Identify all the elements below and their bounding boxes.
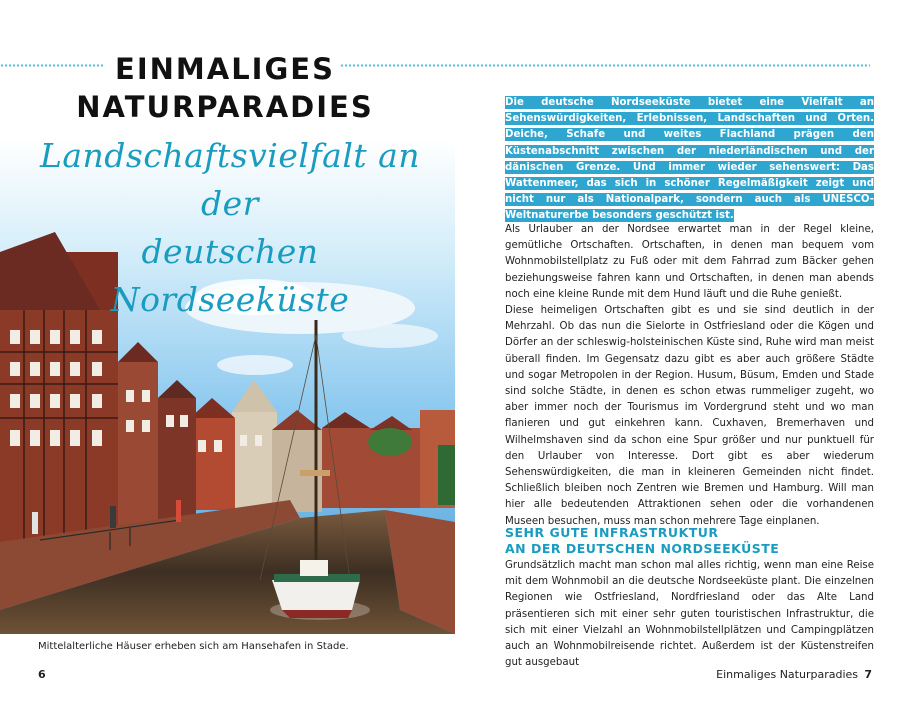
intro-highlighted-paragraph [505,95,874,225]
running-footer-title: Einmaliges Naturparadies [716,668,858,681]
script-subtitle [30,132,430,324]
photo-caption: Mittelalterliche Häuser erheben sich am Hansehafen in Stade. [38,641,349,652]
page-number-right: 7 [864,668,872,681]
body-text-block-1 [505,222,874,530]
intro-text: Die deutsche Nordseeküste bietet eine Vielfalt an Sehenswürdigkeiten, Erlebnissen, Landschaften und Orten. Deiche, Schafe und weites Flachland prägen den Küstenabschnitt zwischen der niederländischen und der dänischen Grenze. Und immer wieder sehenswert: Das Wattenmeer, das sich in schöner Regelmäßigkeit zeigt und nicht nur als Nationalpark, sondern auch als UNESCO-Weltnaturerbe besonders geschützt ist. [505,97,874,222]
paragraph-1: Als Urlauber an der Nordsee erwartet man in der Regel kleine, gemütliche Ortschaften. Ortschaften, in denen man bequem vom Wohnmobilstellplatz zu Fuß oder mit dem Fahrrad zum Bäcker gehen beziehungsweise fahren kann und Ortschaften, in denen man abends noch eine kleine Runde mit dem Hund läuft und die Ruhe genießt. [505,224,874,300]
paragraph-2: Diese heimeligen Ortschaften gibt es und sie sind deutlich in der Mehrzahl. Ob das nun die Sielorte in Ostfriesland oder die Kögen und Dörfer an der schleswig-holsteinischen Küste sind, Ruhe wird man meist überall finden. Im Gegensatz dazu gibt es aber auch größere Städte und sogar Metropolen in der Region. Husum, Büsum, Emden und Stade sind solche Städte, in denen es schon etwas rummeliger zugeht, wo aber immer noch der Tourismus im Vordergrund steht und wo man flanieren und gut einkehren kann. Cuxhaven, Bremerhaven und Wilhelmshaven sind da schon eine Spur größer und nur punktuell für den Urlauber von Interesse. Dort gibt es aber wiederum Sehenswürdigkeiten, die man in kleineren Gemeinden nicht findet. Schließlich bleiben noch Zentren wie Bremen und Hamburg. Will man hier alle bedeutenden Attraktionen sehen oder die vorhandenen Museen besuchen, muss man schon mehrere Tage einplanen. [505,305,874,527]
section-subheading-line2: AN DER DEUTSCHEN NORDSEEKÜSTE [505,541,780,556]
chapter-title-line1: EINMALIGES [115,52,335,86]
page-number-left: 6 [38,668,46,681]
script-subtitle-line1: Landschaftsvielfalt an der [39,136,421,223]
body-text-block-2 [505,558,874,671]
title-dotted-rule-right [340,64,870,67]
chapter-title-line2: NATURPARADIES [76,90,374,124]
section-subheading [505,525,779,557]
paragraph-3: Grundsätzlich macht man schon mal alles richtig, wenn man eine Reise mit dem Wohnmobil an die deutsche Nordseeküste plant. Die einzelnen Regionen wie Ostfriesland, Nordfriesland oder das Alte Land präsentieren sich mit einer sehr guten touristischen Infrastruktur, die sich mit einer Vielzahl an Wohnmobilstellplätzen und Campingplätzen auch an Wohnmobilreisende richtet. Außerdem ist der Küstenstreifen gut ausgebaut [505,560,874,669]
section-subheading-line1: SEHR GUTE INFRASTRUKTUR [505,525,719,540]
script-subtitle-line2: deutschen Nordseeküste [110,232,350,319]
right-page [455,0,910,701]
chapter-title [60,50,390,126]
